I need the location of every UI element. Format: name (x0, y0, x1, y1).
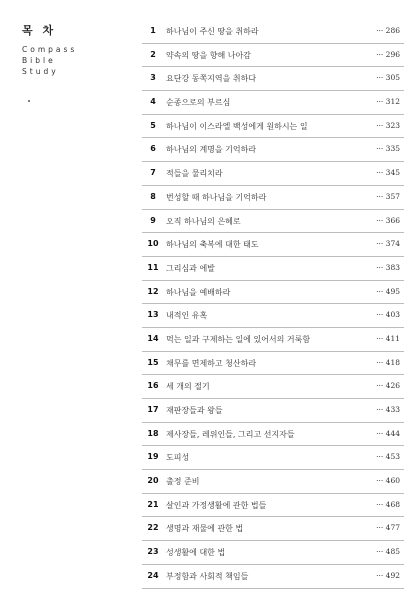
chapter-title: 번성할 때 하나님을 기억하라 (166, 192, 267, 202)
toc-entry[interactable] (142, 375, 404, 399)
chapter-number: 23 (147, 547, 159, 557)
chapter-title: 출정 준비 (166, 477, 200, 487)
page-number: ··· 335 (376, 144, 400, 154)
chapter-title: 요단강 동쪽지역을 취하다 (166, 74, 257, 84)
page-number: ··· 492 (376, 570, 400, 580)
toc-entry[interactable] (142, 541, 404, 565)
page-number: ··· 433 (376, 405, 400, 414)
page-number: ··· 453 (376, 452, 400, 462)
chapter-number: 4 (150, 97, 156, 107)
chapter-number: 2 (150, 49, 156, 59)
chapter-number: 17 (147, 405, 159, 414)
chapter-title: 하나님이 주신 땅을 취하라 (166, 27, 259, 36)
chapter-title: 순종으로의 부르심 (166, 98, 231, 108)
toc-entry[interactable] (142, 423, 404, 447)
sidebar (22, 22, 77, 77)
chapter-title: 그리심과 에발 (166, 263, 215, 273)
toc-entry[interactable] (142, 281, 404, 305)
chapter-title: 살인과 가정생활에 관한 법들 (166, 500, 267, 510)
chapter-number: 15 (147, 357, 159, 367)
chapter-title: 하나님이 이스라엘 백성에게 원하시는 일 (166, 121, 308, 131)
chapter-number: 8 (150, 191, 156, 201)
chapter-number: 22 (147, 523, 159, 533)
page-number: ··· 345 (376, 168, 400, 178)
toc-entry[interactable] (142, 352, 404, 376)
table-of-contents (142, 20, 404, 589)
toc-entry[interactable] (142, 91, 404, 115)
page-number: ··· 296 (376, 49, 400, 59)
page-number: ··· 312 (376, 97, 400, 107)
toc-entry[interactable] (142, 494, 404, 518)
toc-entry[interactable] (142, 186, 404, 210)
chapter-title: 도피성 (166, 453, 190, 463)
chapter-number: 7 (150, 168, 156, 178)
page-number: ··· 323 (376, 120, 400, 130)
chapter-title: 생명과 재물에 관한 법 (166, 524, 244, 534)
page-number: ··· 305 (376, 73, 400, 83)
toc-entry[interactable] (142, 138, 404, 162)
page-number: ··· 426 (376, 381, 400, 391)
decorative-dot (28, 100, 30, 102)
series-name-line-3: Study (22, 67, 59, 76)
chapter-title: 오직 하나님의 은혜로 (166, 216, 241, 226)
page-number: ··· 374 (376, 239, 400, 249)
chapter-number: 16 (147, 381, 159, 391)
page-number: ··· 468 (376, 499, 400, 509)
toc-entry[interactable] (142, 304, 404, 328)
toc-entry[interactable] (142, 162, 404, 186)
chapter-title: 내적인 유혹 (166, 311, 208, 321)
page-number: ··· 485 (376, 547, 400, 557)
chapter-number: 24 (147, 570, 159, 580)
toc-entry[interactable] (142, 470, 404, 494)
chapter-number: 13 (147, 310, 159, 320)
chapter-title: 약속의 땅을 향해 나아감 (166, 50, 251, 60)
chapter-number: 21 (147, 499, 159, 509)
chapter-number: 6 (150, 144, 156, 154)
chapter-title: 재판장들과 왕들 (166, 406, 223, 415)
series-name-line-2: Bible (22, 56, 56, 65)
toc-entry[interactable] (142, 210, 404, 234)
toc-entry[interactable] (142, 517, 404, 541)
chapter-number: 3 (150, 73, 156, 83)
chapter-title: 세 개의 절기 (166, 382, 210, 392)
chapter-number: 12 (147, 286, 159, 296)
toc-heading: 목 차 (22, 24, 57, 37)
page-number: ··· 286 (376, 26, 400, 35)
chapter-title: 먹는 일과 구제하는 일에 있어서의 거룩함 (166, 334, 311, 344)
chapter-title: 제사장들, 레위인들, 그리고 선지자들 (166, 429, 295, 439)
toc-entry[interactable] (142, 115, 404, 139)
chapter-number: 14 (147, 333, 159, 343)
toc-entry[interactable] (142, 446, 404, 470)
toc-entry[interactable] (142, 328, 404, 352)
page-number: ··· 403 (376, 310, 400, 320)
page-number: ··· 411 (376, 333, 400, 343)
toc-entry[interactable] (142, 565, 404, 589)
chapter-title: 성생활에 대한 법 (166, 548, 226, 558)
toc-entry[interactable] (142, 399, 404, 423)
chapter-title: 적들을 물리치라 (166, 169, 223, 179)
page-number: ··· 460 (376, 476, 400, 486)
chapter-number: 5 (150, 120, 156, 130)
chapter-number: 18 (147, 428, 159, 438)
page-number: ··· 444 (376, 428, 400, 438)
chapter-title: 채무를 면제하고 청산하라 (166, 358, 257, 368)
toc-entry[interactable] (142, 257, 404, 281)
toc-entry[interactable] (142, 20, 404, 44)
toc-entry[interactable] (142, 44, 404, 68)
series-name-line-1: Compass (22, 45, 78, 54)
page-number: ··· 477 (376, 523, 400, 533)
page-number: ··· 357 (376, 191, 400, 201)
page-number: ··· 366 (376, 215, 400, 225)
chapter-number: 1 (150, 26, 156, 35)
page-number: ··· 383 (376, 262, 400, 272)
chapter-title: 하나님의 축복에 대한 태도 (166, 240, 259, 250)
page-number: ··· 495 (376, 286, 400, 296)
chapter-title: 하나님을 예배하라 (166, 287, 231, 297)
toc-entry[interactable] (142, 233, 404, 257)
page-number: ··· 418 (376, 357, 400, 367)
chapter-title: 하나님의 계명을 기억하라 (166, 145, 257, 155)
chapter-number: 20 (147, 476, 159, 486)
chapter-number: 19 (147, 452, 159, 462)
chapter-number: 10 (147, 239, 159, 249)
toc-entry[interactable] (142, 67, 404, 91)
chapter-title: 부정함과 사회적 책임들 (166, 571, 249, 581)
chapter-number: 11 (147, 262, 159, 272)
chapter-number: 9 (150, 215, 156, 225)
